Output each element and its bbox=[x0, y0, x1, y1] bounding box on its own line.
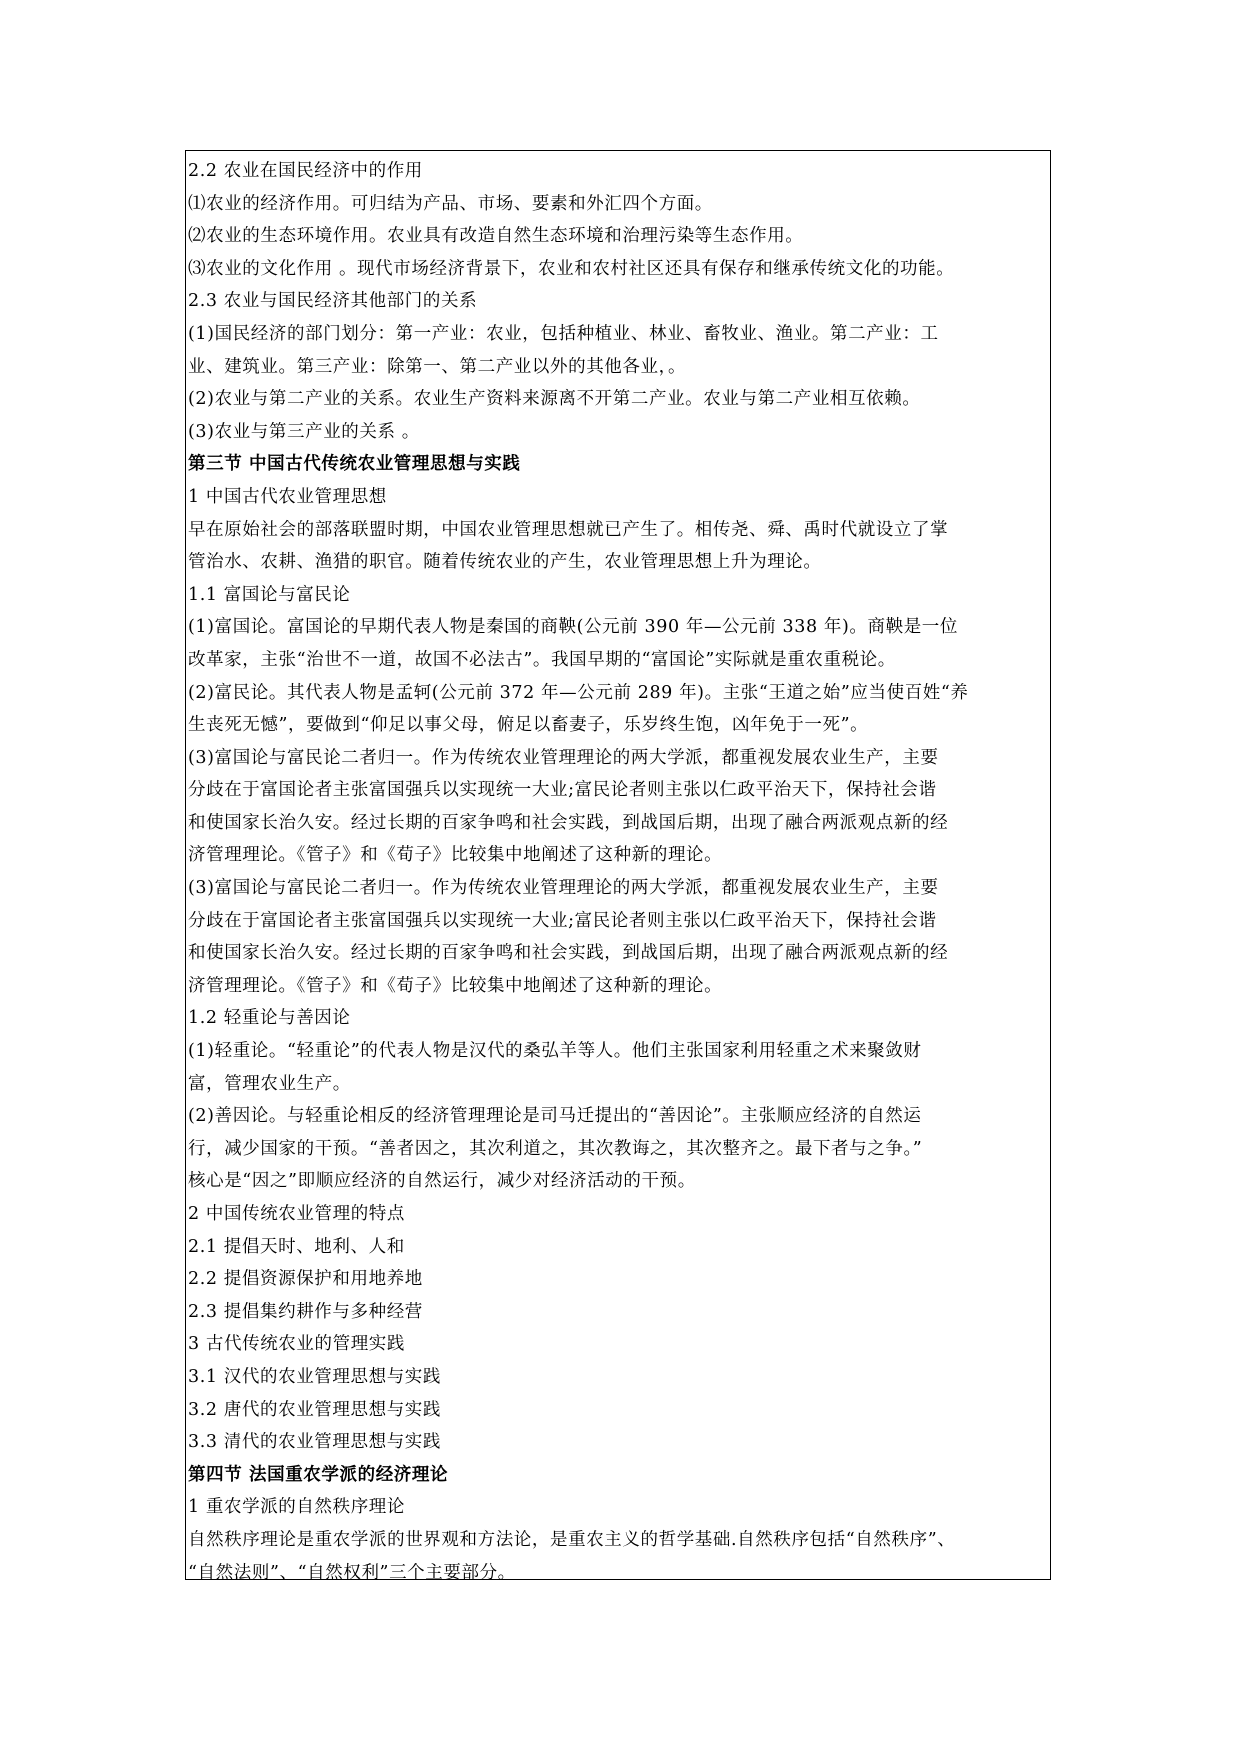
text-line: 2.3 农业与国民经济其他部门的关系 bbox=[188, 291, 478, 312]
text-line: (1)轻重论。“轻重论”的代表人物是汉代的桑弘羊等人。他们主张国家利用轻重之术来聚敛财 bbox=[188, 1041, 922, 1062]
text-line: 分歧在于富国论者主张富国强兵以实现统一大业;富民论者则主张以仁政平治天下，保持社会谐 bbox=[188, 780, 937, 801]
text-line: (2)富民论。其代表人物是孟轲(公元前 372 年—公元前 289 年)。主张“王道之始”应当使百姓“养 bbox=[188, 682, 969, 703]
text-line: 3 古代传统农业的管理实践 bbox=[188, 1334, 405, 1355]
text-line: 生丧死无憾”，要做到“仰足以事父母，俯足以畜妻子，乐岁终生饱，凶年免于一死”。 bbox=[188, 715, 869, 736]
text-line: (2)农业与第二产业的关系。农业生产资料来源离不开第二产业。农业与第二产业相互依赖。 bbox=[188, 389, 921, 410]
text-line: 业、建筑业。第三产业：除第一、第二产业以外的其他各业，。 bbox=[188, 356, 687, 377]
text-line: 3.3 清代的农业管理思想与实践 bbox=[188, 1432, 441, 1453]
text-line: (3)富国论与富民论二者归一。作为传统农业管理理论的两大学派，都重视发展农业生产，主要 bbox=[188, 747, 939, 768]
text-line: 自然秩序理论是重农学派的世界观和方法论，是重农主义的哲学基础.自然秩序包括“自然秩序”、 bbox=[188, 1529, 956, 1550]
text-line: (2)善因论。与轻重论相反的经济管理理论是司马迁提出的“善因论”。主张顺应经济的自然运 bbox=[188, 1106, 922, 1127]
text-line: (1)富国论。富国论的早期代表人物是秦国的商鞅(公元前 390 年—公元前 338 年)。商鞅是一位 bbox=[188, 617, 958, 638]
text-line: (3)富国论与富民论二者归一。作为传统农业管理理论的两大学派，都重视发展农业生产，主要 bbox=[188, 878, 939, 899]
text-line: “自然法则”、“自然权利”三个主要部分。 bbox=[188, 1562, 516, 1583]
text-line: 1 中国古代农业管理思想 bbox=[188, 486, 387, 507]
text-line: 1 重农学派的自然秩序理论 bbox=[188, 1497, 405, 1518]
section-heading: 第四节 法国重农学派的经济理论 bbox=[188, 1464, 449, 1485]
text-line: 早在原始社会的部落联盟时期，中国农业管理思想就已产生了。相传尧、舜、禹时代就设立了掌 bbox=[188, 519, 949, 540]
text-line: 行，减少国家的干预。“善者因之，其次利道之，其次教诲之，其次整齐之。最下者与之争。” bbox=[188, 1138, 923, 1159]
text-line: 2.3 提倡集约耕作与多种经营 bbox=[188, 1301, 423, 1322]
text-line: 富，管理农业生产。 bbox=[188, 1073, 351, 1094]
text-line: 1.2 轻重论与善因论 bbox=[188, 1008, 351, 1029]
section-heading: 第三节 中国古代传统农业管理思想与实践 bbox=[188, 454, 521, 475]
text-line: 济管理理论。《管子》和《荀子》比较集中地阐述了这种新的理论。 bbox=[188, 975, 723, 996]
text-line: 核心是“因之”即顺应经济的自然运行，减少对经济活动的干预。 bbox=[188, 1171, 696, 1192]
text-line: 和使国家长治久安。经过长期的百家争鸣和社会实践，到战国后期，出现了融合两派观点新的经 bbox=[188, 812, 949, 833]
text-line: (1)国民经济的部门划分：第一产业：农业，包括种植业、林业、畜牧业、渔业。第二产业：工 bbox=[188, 323, 939, 344]
text-line: 管治水、农耕、渔猎的职官。随着传统农业的产生，农业管理思想上升为理论。 bbox=[188, 552, 822, 573]
text-line: 3.1 汉代的农业管理思想与实践 bbox=[188, 1366, 441, 1387]
text-line: 2.2 农业在国民经济中的作用 bbox=[188, 161, 423, 181]
text-line: 和使国家长治久安。经过长期的百家争鸣和社会实践，到战国后期，出现了融合两派观点新的经 bbox=[188, 943, 949, 964]
text-line: ⑴农业的经济作用。可归结为产品、市场、要素和外汇四个方面。 bbox=[188, 193, 713, 214]
text-line: 2.1 提倡天时、地利、人和 bbox=[188, 1236, 405, 1257]
text-line: 2 中国传统农业管理的特点 bbox=[188, 1204, 405, 1224]
text-line: 改革家，主张“治世不一道，故国不必法古”。我国早期的“富国论”实际就是重农重税论。 bbox=[188, 649, 896, 670]
text-line: 2.2 提倡资源保护和用地养地 bbox=[188, 1269, 423, 1290]
text-line: 济管理理论。《管子》和《荀子》比较集中地阐述了这种新的理论。 bbox=[188, 845, 723, 866]
text-line: 3.2 唐代的农业管理思想与实践 bbox=[188, 1399, 441, 1420]
text-line: 1.1 富国论与富民论 bbox=[188, 584, 351, 605]
text-line: 分歧在于富国论者主张富国强兵以实现统一大业;富民论者则主张以仁政平治天下，保持社会谐 bbox=[188, 910, 937, 931]
text-line: ⑶农业的文化作用 。现代市场经济背景下，农业和农村社区还具有保存和继承传统文化的功能。 bbox=[188, 258, 955, 279]
document-frame bbox=[185, 150, 1051, 1583]
text-line: ⑵农业的生态环境作用。农业具有改造自然生态环境和治理污染等生态作用。 bbox=[188, 226, 804, 247]
text-line: (3)农业与第三产业的关系 。 bbox=[188, 421, 420, 442]
